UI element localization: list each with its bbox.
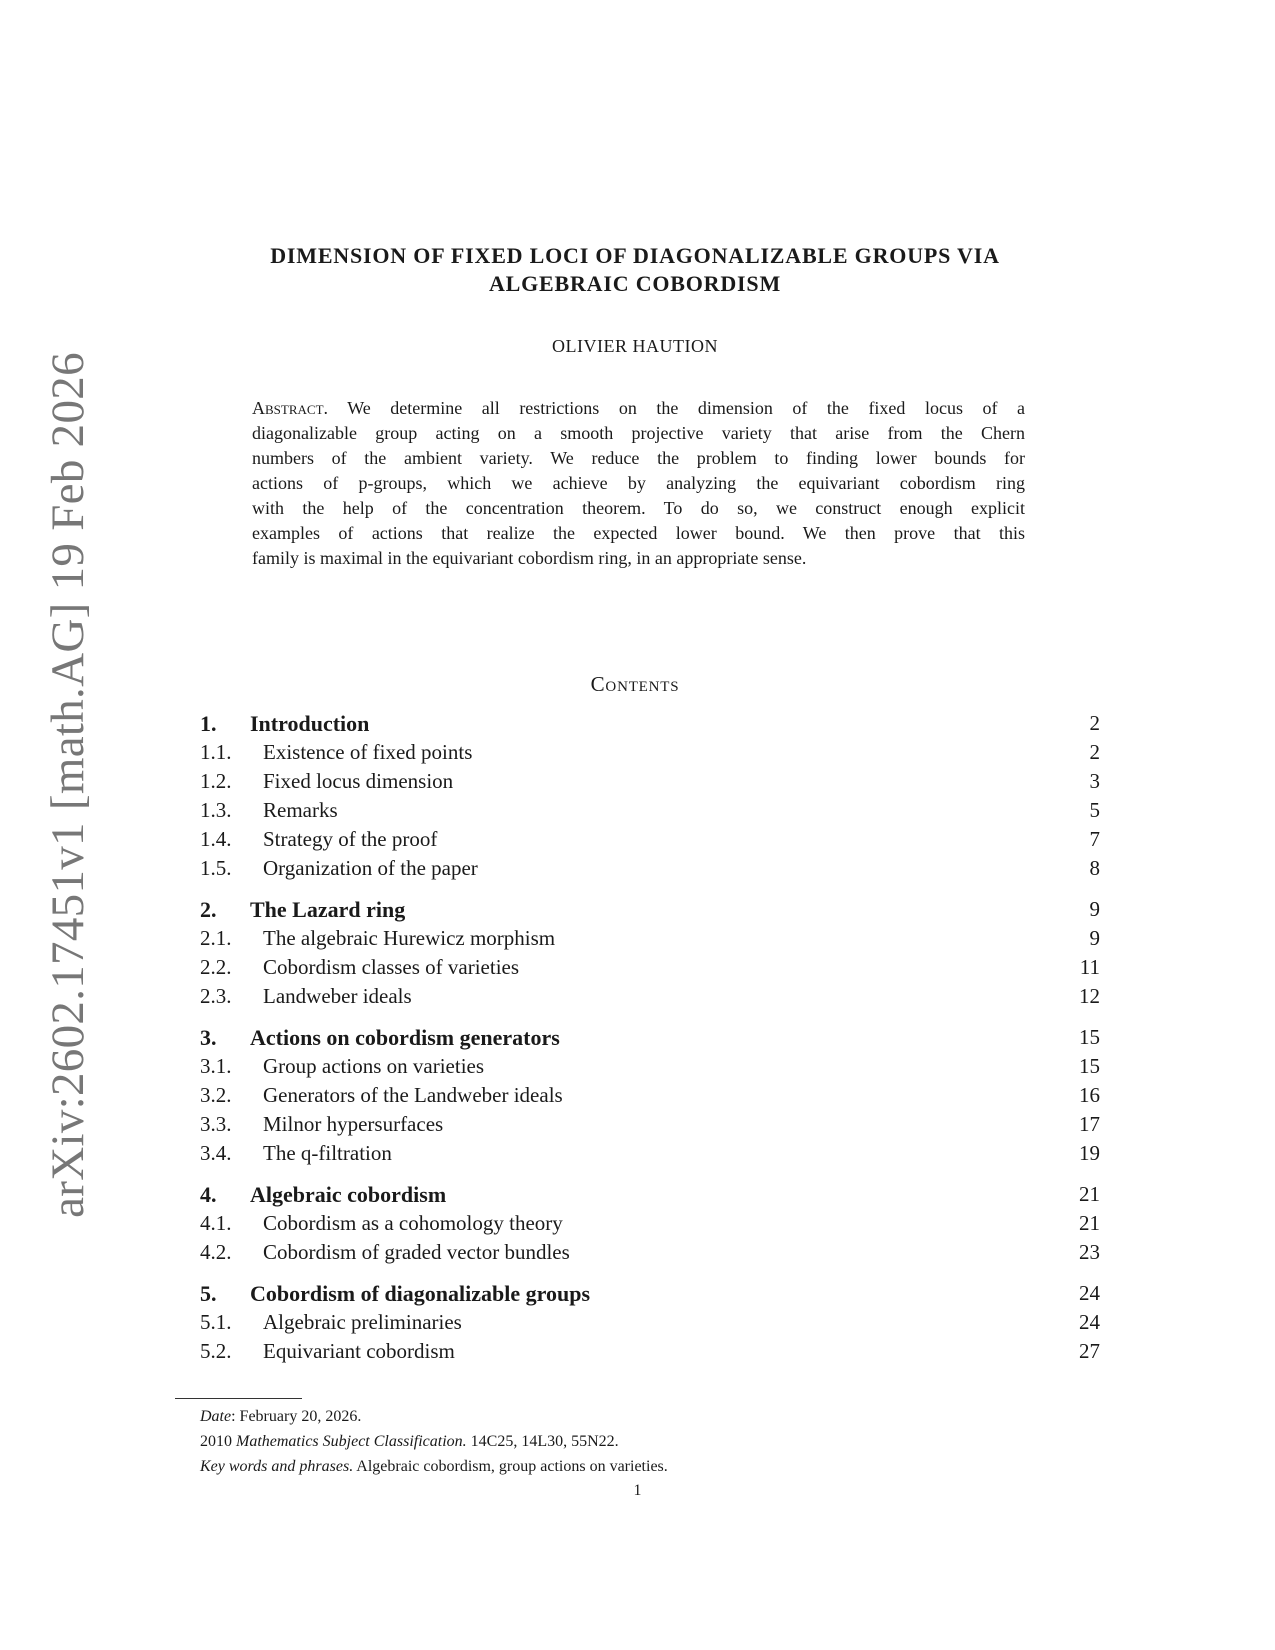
toc-label: Organization of the paper xyxy=(263,856,478,880)
toc-subsection[interactable] xyxy=(200,984,1100,1012)
contents-heading: Contents xyxy=(590,672,680,696)
toc-number: 3.1. xyxy=(200,1054,232,1078)
toc-subsection[interactable] xyxy=(200,955,1100,983)
toc-label: Existence of fixed points xyxy=(263,740,473,764)
paper-title xyxy=(160,242,1110,298)
toc-subsection[interactable] xyxy=(200,1141,1100,1169)
toc-label: The q-filtration xyxy=(263,1141,392,1165)
toc-subsection[interactable] xyxy=(200,1083,1100,1111)
toc-subsection[interactable] xyxy=(200,1310,1100,1338)
toc-number: 1.4. xyxy=(200,827,232,851)
toc-label: Cobordism as a cohomology theory xyxy=(263,1211,563,1235)
toc-subsection[interactable] xyxy=(200,798,1100,826)
toc-label: Milnor hypersurfaces xyxy=(263,1112,444,1136)
toc-label: Introduction xyxy=(250,711,370,736)
toc-section[interactable] xyxy=(200,1182,1100,1210)
toc-label: Algebraic preliminaries xyxy=(263,1310,462,1334)
toc-number: 3.4. xyxy=(200,1141,232,1165)
abstract-line: numbers of the ambient variety. We reduce the problem to finding lower bounds for xyxy=(252,448,1025,468)
toc-number: 1.3. xyxy=(200,798,232,822)
toc-number: 3.2. xyxy=(200,1083,232,1107)
abstract-line: examples of actions that realize the expected lower bound. We then prove that this xyxy=(252,523,1025,543)
toc-number: 4.1. xyxy=(200,1211,232,1235)
toc-number: 1. xyxy=(200,711,217,736)
toc-number: 4.2. xyxy=(200,1240,232,1264)
footnote-msc: 2010 Mathematics Subject Classification. 14C25, 14L30, 55N22. xyxy=(200,1433,619,1450)
toc-number: 5.1. xyxy=(200,1310,232,1334)
footnote-rule xyxy=(175,1398,302,1399)
toc-label: Group actions on varieties xyxy=(263,1054,485,1078)
toc-subsection[interactable] xyxy=(200,1112,1100,1140)
author-name: OLIVIER HAUTION xyxy=(552,336,718,356)
toc-label: Algebraic cobordism xyxy=(250,1182,447,1207)
toc-label: Cobordism of graded vector bundles xyxy=(263,1240,570,1264)
toc-number: 2.2. xyxy=(200,955,232,979)
toc-page-number: 7 xyxy=(1089,827,1100,851)
toc-page-number: 9 xyxy=(1089,897,1100,921)
toc-page-number: 23 xyxy=(1079,1240,1100,1264)
toc-label: The algebraic Hurewicz morphism xyxy=(263,926,556,950)
toc-page-number: 21 xyxy=(1079,1211,1100,1235)
toc-page-number: 2 xyxy=(1089,711,1100,735)
toc-subsection[interactable] xyxy=(200,1240,1100,1268)
toc-section[interactable] xyxy=(200,897,1100,925)
toc-label: Landweber ideals xyxy=(263,984,412,1008)
abstract-line: diagonalizable group acting on a smooth projective variety that arise from the Chern xyxy=(252,423,1025,443)
abstract-label: Abstract. xyxy=(252,398,329,418)
toc-section[interactable] xyxy=(200,711,1100,739)
toc-number: 2.1. xyxy=(200,926,232,950)
toc-subsection[interactable] xyxy=(200,856,1100,884)
abstract-line: with the help of the concentration theorem. To do so, we construct enough explicit xyxy=(252,498,1025,518)
toc-subsection[interactable] xyxy=(200,769,1100,797)
toc-page-number: 15 xyxy=(1079,1025,1100,1049)
toc-label: Remarks xyxy=(263,798,338,822)
title-line-2: ALGEBRAIC COBORDISM xyxy=(488,271,782,296)
toc-page-number: 3 xyxy=(1089,769,1100,793)
arxiv-side-identifier: arXiv:2602.17451v1 [math.AG] 19 Feb 2026 xyxy=(42,352,94,1218)
page-number: 1 xyxy=(633,1482,642,1499)
toc-section[interactable] xyxy=(200,1281,1100,1309)
toc-subsection[interactable] xyxy=(200,1339,1100,1367)
toc-number: 5. xyxy=(200,1281,217,1306)
toc-label: Cobordism of diagonalizable groups xyxy=(250,1281,591,1306)
abstract-line: family is maximal in the equivariant cobordism ring, in an appropriate sense. xyxy=(252,548,807,568)
toc-subsection[interactable] xyxy=(200,926,1100,954)
toc-label: Fixed locus dimension xyxy=(263,769,454,793)
toc-subsection[interactable] xyxy=(200,1054,1100,1082)
toc-number: 4. xyxy=(200,1182,217,1207)
toc-label: Generators of the Landweber ideals xyxy=(263,1083,563,1107)
toc-page-number: 2 xyxy=(1089,740,1100,764)
abstract xyxy=(252,396,1025,571)
toc-page-number: 12 xyxy=(1079,984,1100,1008)
toc-page-number: 5 xyxy=(1089,798,1100,822)
toc-label: Equivariant cobordism xyxy=(263,1339,455,1363)
toc-number: 1.5. xyxy=(200,856,232,880)
toc-page-number: 8 xyxy=(1089,856,1100,880)
title-line-1: DIMENSION OF FIXED LOCI OF DIAGONALIZABLE GROUPS VIA xyxy=(270,243,1000,268)
toc-page-number: 16 xyxy=(1079,1083,1100,1107)
toc-label: Cobordism classes of varieties xyxy=(263,955,520,979)
toc-page-number: 9 xyxy=(1089,926,1100,950)
toc-section[interactable] xyxy=(200,1025,1100,1053)
toc-number: 1.2. xyxy=(200,769,232,793)
footnote-date: Date: February 20, 2026. xyxy=(200,1408,362,1425)
toc-label: Actions on cobordism generators xyxy=(250,1025,560,1050)
toc-page-number: 17 xyxy=(1079,1112,1100,1136)
abstract-line: actions of p-groups, which we achieve by analyzing the equivariant cobordism ring xyxy=(252,473,1025,493)
toc-page-number: 24 xyxy=(1079,1310,1100,1334)
toc-number: 2. xyxy=(200,897,217,922)
toc-subsection[interactable] xyxy=(200,827,1100,855)
toc-subsection[interactable] xyxy=(200,1211,1100,1239)
toc-label: The Lazard ring xyxy=(250,897,406,922)
toc-label: Strategy of the proof xyxy=(263,827,438,851)
toc-number: 5.2. xyxy=(200,1339,232,1363)
toc-page-number: 19 xyxy=(1079,1141,1100,1165)
toc-number: 3.3. xyxy=(200,1112,232,1136)
toc-number: 3. xyxy=(200,1025,217,1050)
toc-page-number: 21 xyxy=(1079,1182,1100,1206)
toc-page-number: 24 xyxy=(1079,1281,1100,1305)
toc-page-number: 27 xyxy=(1079,1339,1100,1363)
toc-number: 1.1. xyxy=(200,740,232,764)
footnote-keywords: Key words and phrases. Algebraic cobordism, group actions on varieties. xyxy=(200,1458,668,1475)
toc-page-number: 15 xyxy=(1079,1054,1100,1078)
abstract-line: Abstract. We determine all restrictions on the dimension of the fixed locus of a xyxy=(252,398,1025,418)
toc-number: 2.3. xyxy=(200,984,232,1008)
toc-page-number: 11 xyxy=(1079,955,1100,979)
toc-subsection[interactable] xyxy=(200,740,1100,768)
